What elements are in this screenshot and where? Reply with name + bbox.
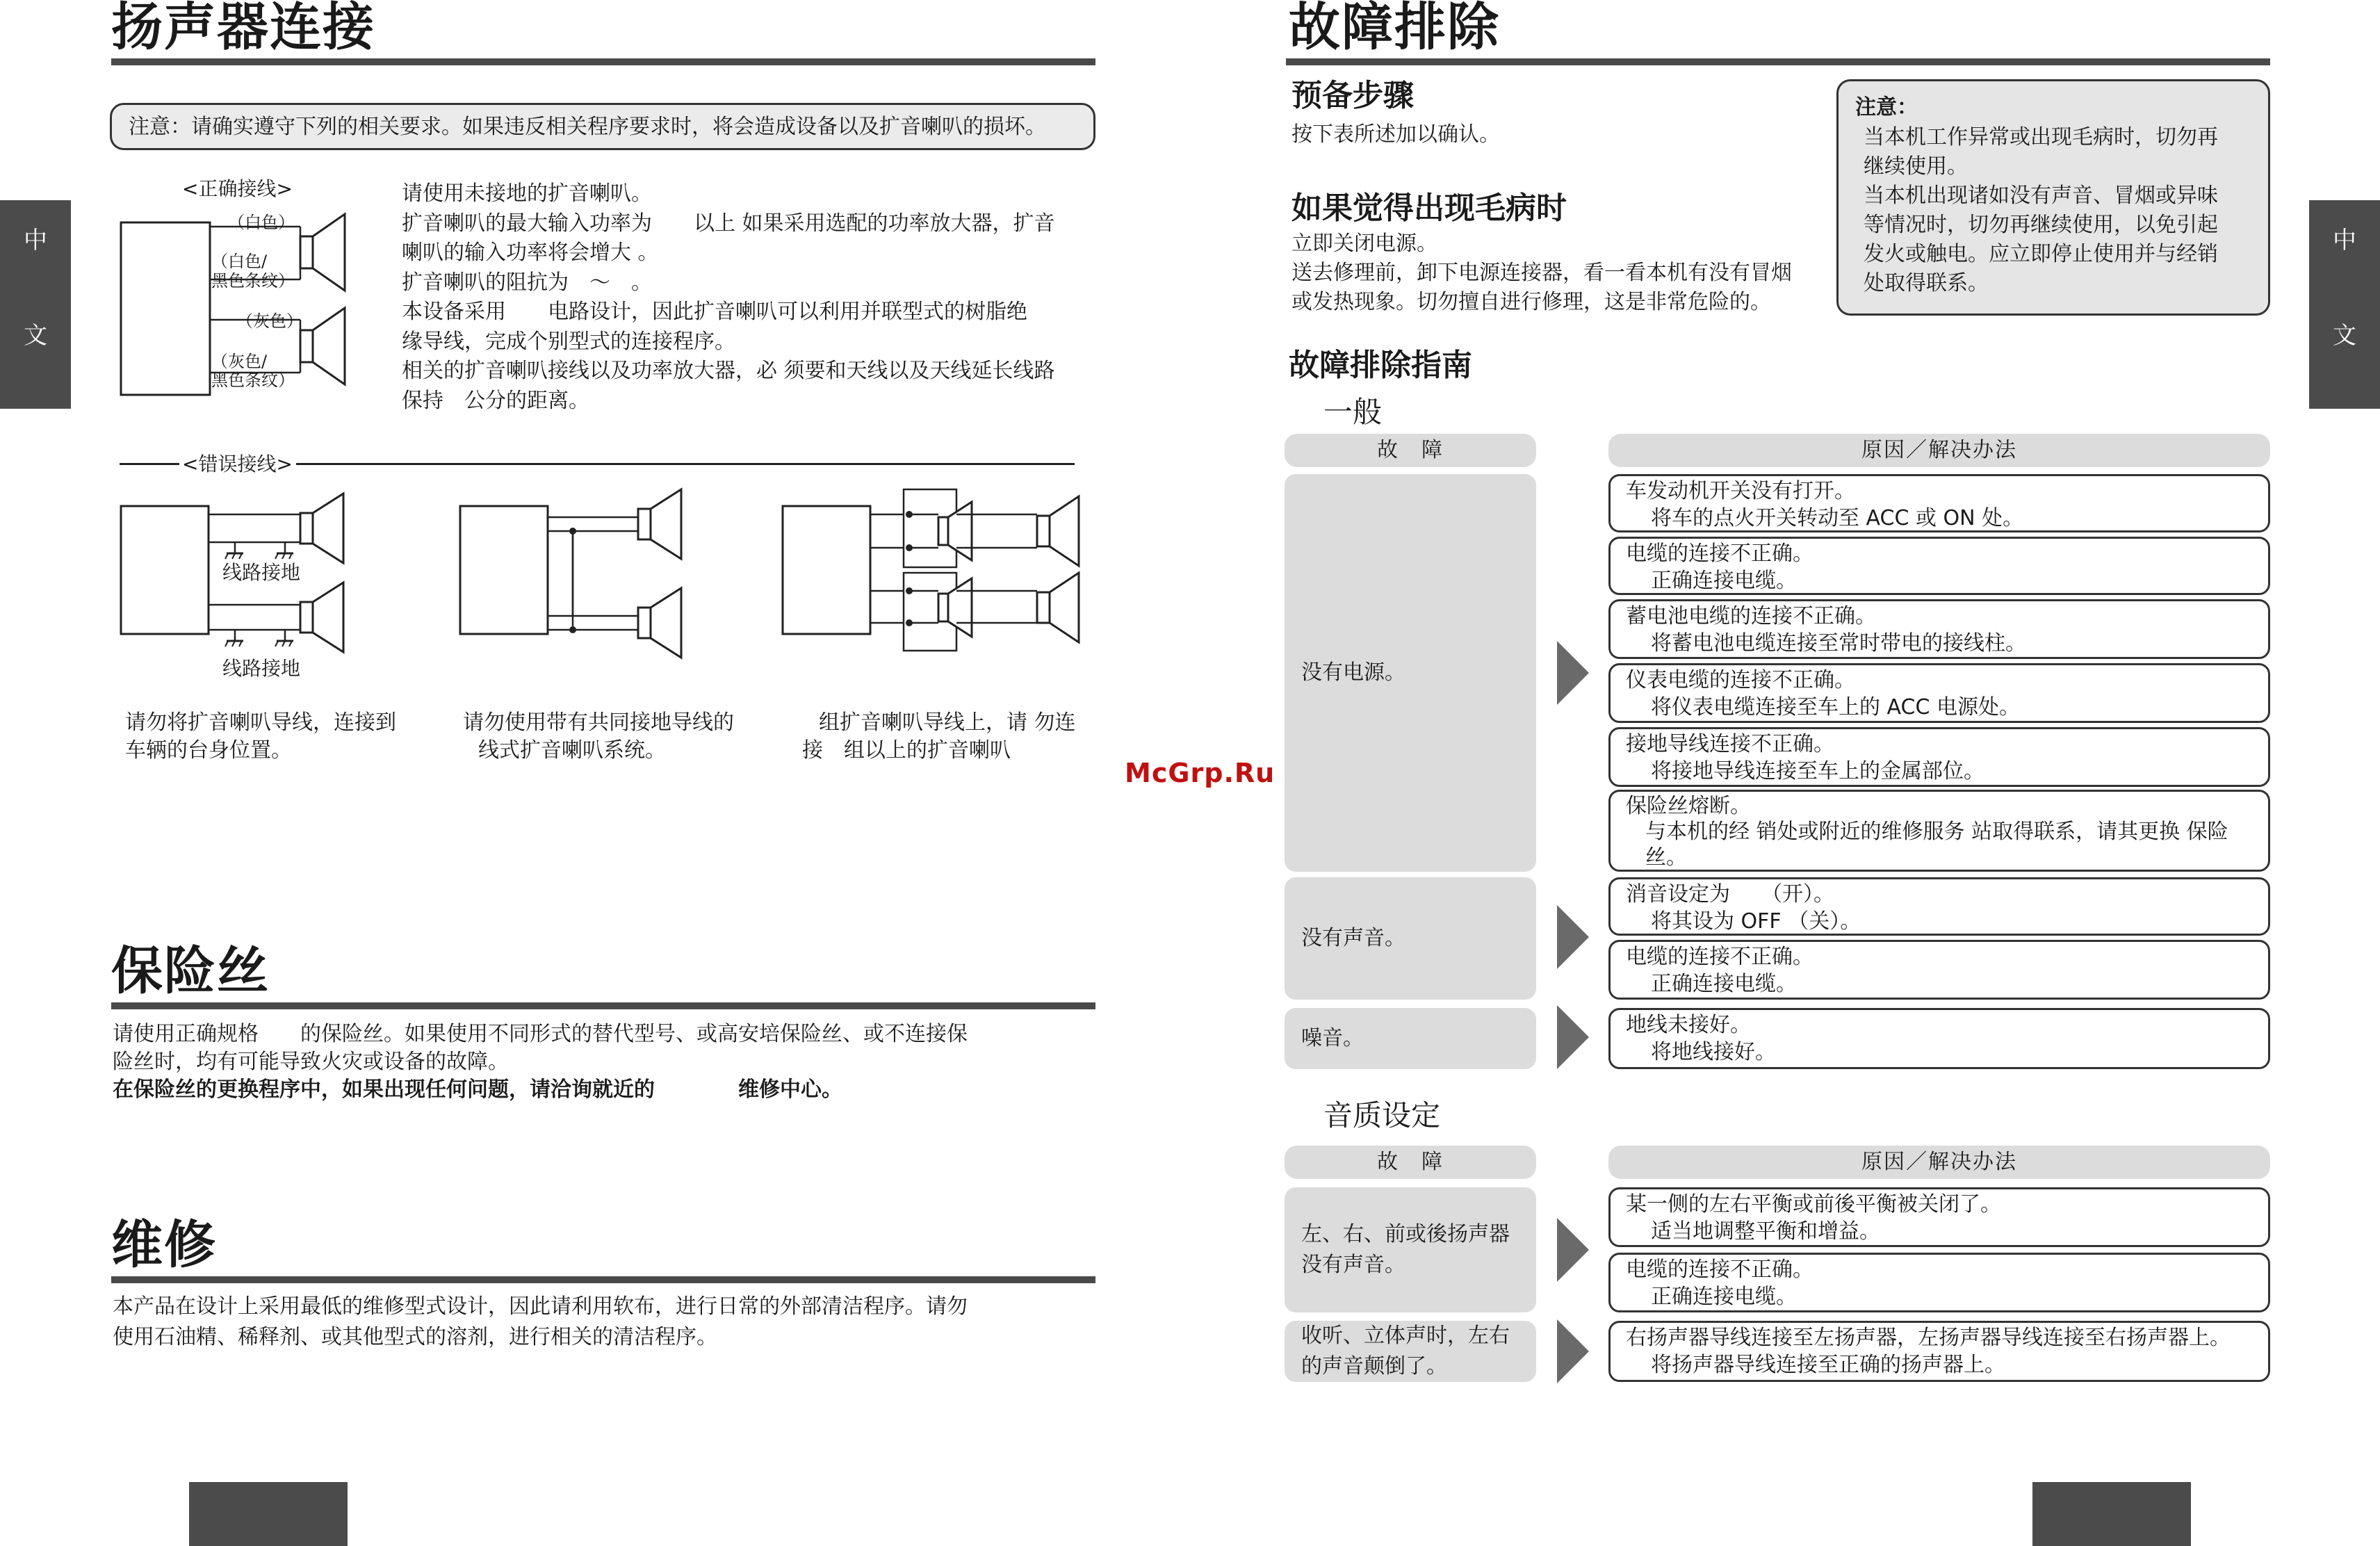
arrow-icon xyxy=(1557,1005,1589,1069)
prep-title: 预备步骤 xyxy=(1291,78,1414,113)
text-line: 请使用未接地的扩音喇叭。 xyxy=(402,181,652,206)
solution-text: 将仪表电缆连接至车上的 ACC 电源处。 xyxy=(1651,695,2020,719)
fuse-line: 请使用正确规格 的保险丝。如果使用不同形式的替代型号、或高安培保险丝、或不连接保 xyxy=(113,1022,968,1046)
cause-text: 右扬声器导线连接至左扬声器，左扬声器导线连接至右扬声器上。 xyxy=(1626,1326,2231,1350)
cause-text: 保险丝熔断。 xyxy=(1626,794,1751,818)
text-line: 相关的扩音喇叭接线以及功率放大器，必 须要和天线以及天线延长线路 xyxy=(402,359,1055,383)
caution-box xyxy=(1836,79,2270,316)
cause-text: 某一侧的左右平衡或前後平衡被关闭了。 xyxy=(1626,1192,2001,1217)
solution-text: 将扬声器导线连接至正确的扬声器上。 xyxy=(1651,1353,2005,1377)
troubleshooting-title: 故障排除 xyxy=(1289,0,1500,57)
symptom-line: 没有声音。 xyxy=(1301,1253,1405,1277)
correct-wiring-label: <正确接线> xyxy=(182,177,293,200)
repair-line: 本产品在设计上采用最低的维修型式设计，因此请利用软布，进行日常的外部清洁程序。请勿 xyxy=(113,1294,968,1319)
fuse-line: 在保险丝的更换程序中，如果出现任何问题，请洽询就近的 维修中心。 xyxy=(113,1077,842,1102)
text-line: 保持 公分的距离。 xyxy=(402,388,589,413)
page-number-block-left xyxy=(189,1482,348,1546)
cause-text: 电缆的连接不正确。 xyxy=(1626,542,1813,566)
symptom-speaker-silent xyxy=(1285,1187,1536,1312)
fuse-rule xyxy=(111,1002,1095,1009)
solution-text: 适当地调整平衡和增益。 xyxy=(1651,1219,1880,1244)
cause-text: 电缆的连接不正确。 xyxy=(1626,1258,1813,1282)
wrong-caption-1 xyxy=(125,709,396,765)
text-line: 扩音喇叭的阻抗为 ～ 。 xyxy=(402,270,652,295)
tab-char: 文 xyxy=(2333,322,2356,350)
solution-text: 正确连接电缆。 xyxy=(1651,972,1797,996)
fuse-line: 险丝时，均有可能导致火灾或设备的故障。 xyxy=(113,1050,509,1074)
solution-text: 正确连接电缆。 xyxy=(1651,1285,1797,1309)
tab-char: 中 xyxy=(24,227,47,254)
cause-row xyxy=(1608,940,2270,1000)
symptom-stereo-reversed xyxy=(1285,1321,1536,1382)
general-title: 一般 xyxy=(1323,395,1383,429)
symptom-line: 的声音颠倒了。 xyxy=(1301,1354,1447,1378)
cause-row xyxy=(1608,877,2270,936)
language-tab-left xyxy=(0,200,71,409)
symptom-line: 左、右、前或後扬声器 xyxy=(1301,1222,1510,1246)
solution-text: 丝。 xyxy=(1645,845,1687,870)
wrong-wiring-diagram-2 xyxy=(456,487,692,667)
caution-line: 当本机出现诸如没有声音、冒烟或异味 xyxy=(1864,184,2218,208)
wire-gray-black-label-2: 黑色条纹） xyxy=(211,371,295,390)
solution-text: 正确连接电缆。 xyxy=(1651,569,1797,593)
cause-row xyxy=(1608,1008,2270,1069)
cause-row xyxy=(1608,1321,2270,1382)
cause-header: 原因／解决办法 xyxy=(1608,1146,2270,1179)
arrow-icon xyxy=(1557,1218,1589,1282)
symptom-no-sound: 没有声音。 xyxy=(1285,877,1536,1000)
caption-line: 请勿使用带有共同接地导线的 xyxy=(463,710,734,735)
wrong-wiring-diagram-3 xyxy=(779,487,1084,667)
repair-text xyxy=(113,1292,968,1353)
wire-gray-black-label-1: （灰色/ xyxy=(211,352,268,371)
caption-line: 组扩音喇叭导线上，请 勿连 xyxy=(819,710,1076,735)
solution-text: 将地线接好。 xyxy=(1651,1040,1776,1064)
prep-text: 按下表所述加以确认。 xyxy=(1291,122,1500,147)
arrow-icon xyxy=(1557,641,1589,705)
symptom-line: 收听、立体声时，左右 xyxy=(1301,1324,1510,1348)
caption-line: 接 组以上的扩音喇叭 xyxy=(802,738,1011,763)
cause-text: 接地导线连接不正确。 xyxy=(1626,732,1834,756)
correct-wiring-text xyxy=(402,179,1104,416)
speaker-connection-title: 扬声器连接 xyxy=(111,0,375,57)
cause-text: 消音设定为 （开）。 xyxy=(1626,882,1834,906)
text-line: 扩音喇叭的最大输入功率为 以上 如果采用选配的功率放大器，扩音 xyxy=(402,211,1055,236)
wrong-caption-2 xyxy=(463,709,734,765)
watermark: McGrp.Ru xyxy=(1125,758,1275,788)
caution-line: 当本机工作异常或出现毛病时，切勿再 xyxy=(1864,125,2218,149)
repair-rule xyxy=(111,1276,1095,1283)
guide-title: 故障排除指南 xyxy=(1289,348,1472,383)
issue-line: 立即关闭电源。 xyxy=(1291,231,1437,256)
solution-text: 将车的点火开关转动至 ACC 或 ON 处。 xyxy=(1651,506,2024,530)
wrong-wiring-rule-right xyxy=(296,463,1075,465)
arrow-icon xyxy=(1557,905,1589,969)
solution-text: 将蓄电池电缆连接至常时带电的接线柱。 xyxy=(1651,631,2026,656)
arrow-icon xyxy=(1557,1319,1589,1383)
caution-title: 注意： xyxy=(1855,95,1918,120)
solution-text: 将其设为 OFF （关）。 xyxy=(1651,909,1861,934)
issue-title: 如果觉得出现毛病时 xyxy=(1291,190,1567,226)
wire-gray-label: （灰色） xyxy=(236,311,303,331)
repair-title: 维修 xyxy=(111,1215,217,1275)
cause-text: 车发动机开关没有打开。 xyxy=(1626,479,1855,503)
cause-row xyxy=(1608,599,2270,659)
issue-text xyxy=(1291,229,1792,317)
fuse-text xyxy=(113,1020,968,1104)
symptom-header: 故 障 xyxy=(1285,434,1536,467)
caption-line: 线式扩音喇叭系统。 xyxy=(478,738,666,763)
caution-line: 等情况时，切勿再继续使用，以免引起 xyxy=(1864,213,2218,237)
cause-row xyxy=(1608,1187,2270,1247)
fuse-title: 保险丝 xyxy=(111,941,270,1001)
issue-line: 送去修理前，卸下电源连接器，看一看本机有没有冒烟 xyxy=(1291,261,1792,285)
title-rule xyxy=(111,58,1095,65)
line-ground-label-1: 线路接地 xyxy=(222,561,301,584)
cause-header: 原因／解决办法 xyxy=(1608,434,2270,467)
wrong-caption-3 xyxy=(802,709,1076,765)
cause-text: 电缆的连接不正确。 xyxy=(1626,945,1813,969)
symptom-noise: 噪音。 xyxy=(1285,1008,1536,1069)
caution-line: 继续使用。 xyxy=(1864,154,1968,179)
wrong-wiring-label: <错误接线> xyxy=(182,453,293,475)
connection-notice: 注意：请确实遵守下列的相关要求。如果违反相关程序要求时，将会造成设备以及扩音喇叭的损坏。 xyxy=(110,103,1095,150)
caution-line: 处取得联系。 xyxy=(1864,271,1989,295)
language-tab-right xyxy=(2309,200,2380,409)
solution-text: 与本机的经 销处或附近的维修服务 站取得联系，请其更换 保险 xyxy=(1645,820,2228,844)
troubleshooting-rule xyxy=(1286,58,2270,65)
wire-white-black-label-2: 黑色条纹） xyxy=(211,271,295,291)
issue-line: 或发热现象。切勿擅自进行修理，这是非常危险的。 xyxy=(1291,290,1771,314)
page-number-block-right xyxy=(2032,1482,2191,1546)
cause-row xyxy=(1608,663,2270,723)
symptom-no-power: 没有电源。 xyxy=(1285,474,1536,872)
text-line: 本设备采用 电路设计，因此扩音喇叭可以利用并联型式的树脂绝 xyxy=(402,300,1027,324)
cause-row xyxy=(1608,474,2270,532)
tab-char: 中 xyxy=(2333,227,2356,254)
caution-line: 发火或触电。应立即停止使用并与经销 xyxy=(1864,242,2218,266)
cause-row xyxy=(1608,790,2270,872)
text-line: 喇叭的输入功率将会增大 。 xyxy=(402,241,659,265)
line-ground-label-2: 线路接地 xyxy=(222,657,301,680)
tab-char: 文 xyxy=(24,322,47,350)
wrong-wiring-rule-left xyxy=(120,463,179,465)
cause-text: 地线未接好。 xyxy=(1626,1013,1751,1037)
cause-text: 蓄电池电缆的连接不正确。 xyxy=(1626,604,1876,628)
solution-text: 将接地导线连接至车上的金属部位。 xyxy=(1651,759,1984,783)
repair-line: 使用石油精、稀释剂、或其他型式的溶剂，进行相关的清洁程序。 xyxy=(113,1325,717,1349)
caption-line: 请勿将扩音喇叭导线，连接到 xyxy=(125,710,396,735)
cause-row xyxy=(1608,1253,2270,1312)
cause-row xyxy=(1608,727,2270,787)
wire-white-black-label-1: （白色/ xyxy=(211,252,268,271)
cause-text: 仪表电缆的连接不正确。 xyxy=(1626,668,1855,692)
caption-line: 车辆的台身位置。 xyxy=(125,738,292,763)
text-line: 缘导线，完成个别型式的连接程序。 xyxy=(402,329,735,354)
wire-white-label: （白色） xyxy=(228,213,295,232)
cause-row xyxy=(1608,537,2270,595)
symptom-header: 故 障 xyxy=(1285,1146,1536,1179)
sound-quality-title: 音质设定 xyxy=(1323,1098,1441,1132)
